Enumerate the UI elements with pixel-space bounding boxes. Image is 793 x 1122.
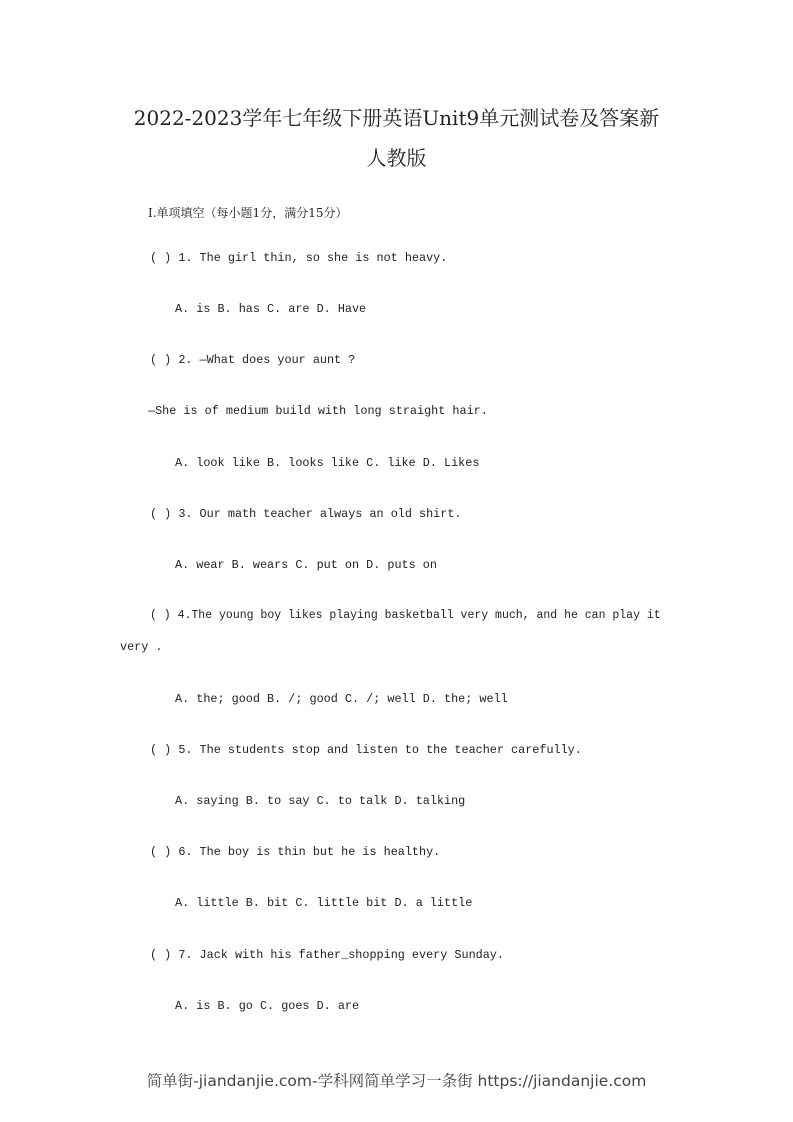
- question-2-dialogue: —She is of medium build with long straight hair.: [148, 404, 488, 418]
- section-heading: I.单项填空（每小题1分，满分15分）: [148, 206, 348, 220]
- question-1-options: A. is B. has C. are D. Have: [175, 302, 367, 316]
- question-7-options: A. is B. go C. goes D. are: [175, 999, 360, 1013]
- question-3-options: A. wear B. wears C. put on D. puts on: [175, 558, 437, 572]
- question-4: ( ) 4.The young boy likes playing basketball very much, and he can play it: [150, 609, 661, 622]
- document-title-line1: 2022-2023学年七年级下册英语Unit9单元测试卷及答案新: [133, 106, 660, 130]
- footer-watermark: 简单街-jiandanjie.com-学科网简单学习一条街 https://jiandanjie.com: [146, 1072, 647, 1090]
- question-6-options: A. little B. bit C. little bit D. a little: [175, 896, 473, 910]
- document-title-line2: 人教版: [366, 146, 427, 170]
- question-3: ( ) 3. Our math teacher always an old shirt.: [150, 507, 462, 521]
- question-5-options: A. saying B. to say C. to talk D. talking: [175, 794, 466, 808]
- question-4-continued: very .: [120, 640, 163, 654]
- question-4-options: A. the; good B. /; good C. /; well D. the; well: [175, 692, 508, 706]
- question-1: ( ) 1. The girl thin, so she is not heavy.: [150, 251, 448, 265]
- question-2-options: A. look like B. looks like C. like D. Likes: [175, 456, 480, 470]
- question-7: ( ) 7. Jack with his father_shopping every Sunday.: [150, 948, 504, 962]
- question-5: ( ) 5. The students stop and listen to the teacher carefully.: [150, 743, 582, 757]
- question-6: ( ) 6. The boy is thin but he is healthy.: [150, 845, 441, 859]
- question-2: ( ) 2. —What does your aunt ?: [150, 353, 356, 367]
